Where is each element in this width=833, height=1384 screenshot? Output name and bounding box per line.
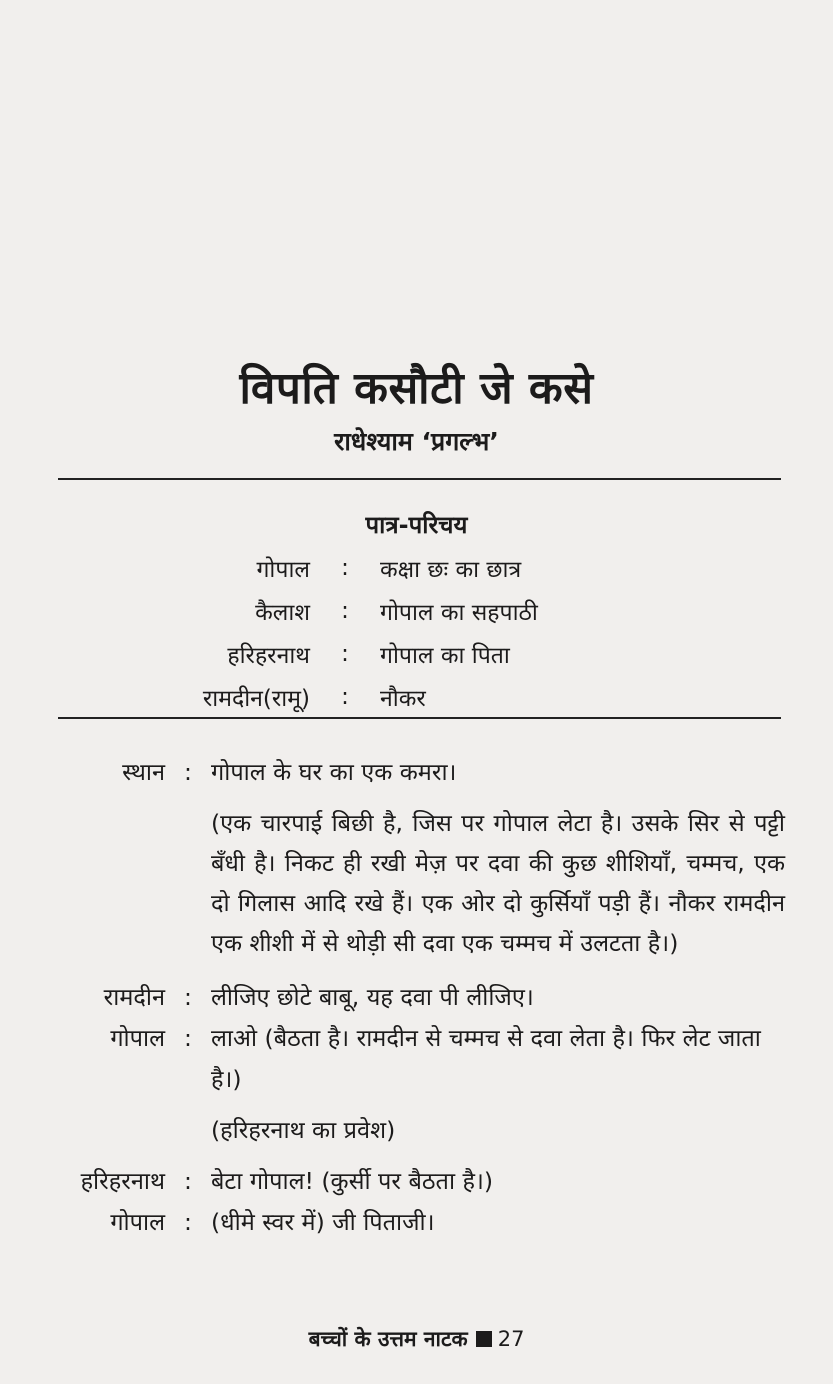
cast-separator: : <box>341 683 349 710</box>
dialogue-line <box>40 977 785 1018</box>
speaker-separator: : <box>184 1167 192 1195</box>
cast-description: गोपाल का सहपाठी <box>380 599 538 626</box>
setting-line <box>40 752 785 793</box>
cast-name: रामदीन(रामू) <box>202 685 310 712</box>
dialogue-line <box>40 1202 785 1243</box>
speaker-separator: : <box>184 1024 192 1052</box>
speaker-label: स्थान <box>122 758 165 786</box>
cast-separator: : <box>341 597 349 624</box>
speaker-label: गोपाल <box>110 1208 165 1236</box>
page-number: 27 <box>497 1327 525 1351</box>
dialogue-line <box>40 1161 785 1202</box>
cast-separator: : <box>341 554 349 581</box>
speaker-separator: : <box>184 758 192 786</box>
dialogue-text: लाओ (बैठता है। रामदीन से चम्मच से दवा लेता है। फिर लेट जाता है।) <box>211 1024 761 1093</box>
cast-row <box>100 546 700 589</box>
entry-direction-text: (हरिहरनाथ का प्रवेश) <box>211 1116 396 1144</box>
cast-list <box>100 546 700 718</box>
setting-text: गोपाल के घर का एक कमरा। <box>211 758 457 786</box>
dialogue-text: बेटा गोपाल! (कुर्सी पर बैठता है।) <box>211 1167 494 1195</box>
speaker-separator: : <box>184 1208 192 1236</box>
speaker-label: रामदीन <box>103 983 165 1011</box>
dialogue-line <box>40 1018 785 1100</box>
cast-name: कैलाश <box>255 599 310 626</box>
speaker-label: हरिहरनाथ <box>80 1167 165 1195</box>
cast-description: गोपाल का पिता <box>380 642 510 669</box>
entry-direction <box>40 1110 785 1151</box>
cast-row <box>100 632 700 675</box>
top-divider <box>58 478 781 480</box>
author-name: राधेश्याम ‘प्रगल्भ’ <box>334 427 499 456</box>
cast-heading: पात्र-परिचय <box>365 511 468 539</box>
dialogue-text: (धीमे स्वर में) जी पिताजी। <box>211 1208 435 1236</box>
speaker-label: गोपाल <box>110 1024 165 1052</box>
stage-direction-text: (एक चारपाई बिछी है, जिस पर गोपाल लेटा है। उसके सिर से पट्टी बँधी है। निकट ही रखी मेज़ पर दवा की कुछ शीशियाँ, चम्मच, एक दो गिलास आदि रखे हैं। एक ओर दो कुर्सियाँ पड़ी हैं। नौकर रामदीन एक शीशी में से थोड़ी सी दवा एक चम्मच में उलटता है।) <box>211 809 785 957</box>
page-footer <box>0 1325 833 1353</box>
stage-direction <box>40 803 785 963</box>
dialogue-text: लीजिए छोटे बाबू, यह दवा पी लीजिए। <box>211 983 534 1011</box>
cast-description: नौकर <box>380 685 426 712</box>
cast-name: गोपाल <box>256 556 310 583</box>
square-bullet-icon <box>476 1331 492 1347</box>
cast-row <box>100 675 700 718</box>
speaker-separator: : <box>184 983 192 1011</box>
play-title: विपति कसौटी जे कसे <box>239 363 594 414</box>
bottom-divider <box>58 717 781 719</box>
cast-name: हरिहरनाथ <box>227 642 310 669</box>
cast-separator: : <box>341 640 349 667</box>
book-title: बच्चों के उत्तम नाटक <box>308 1327 468 1351</box>
play-script <box>40 752 785 1243</box>
cast-description: कक्षा छः का छात्र <box>380 556 522 583</box>
cast-row <box>100 589 700 632</box>
